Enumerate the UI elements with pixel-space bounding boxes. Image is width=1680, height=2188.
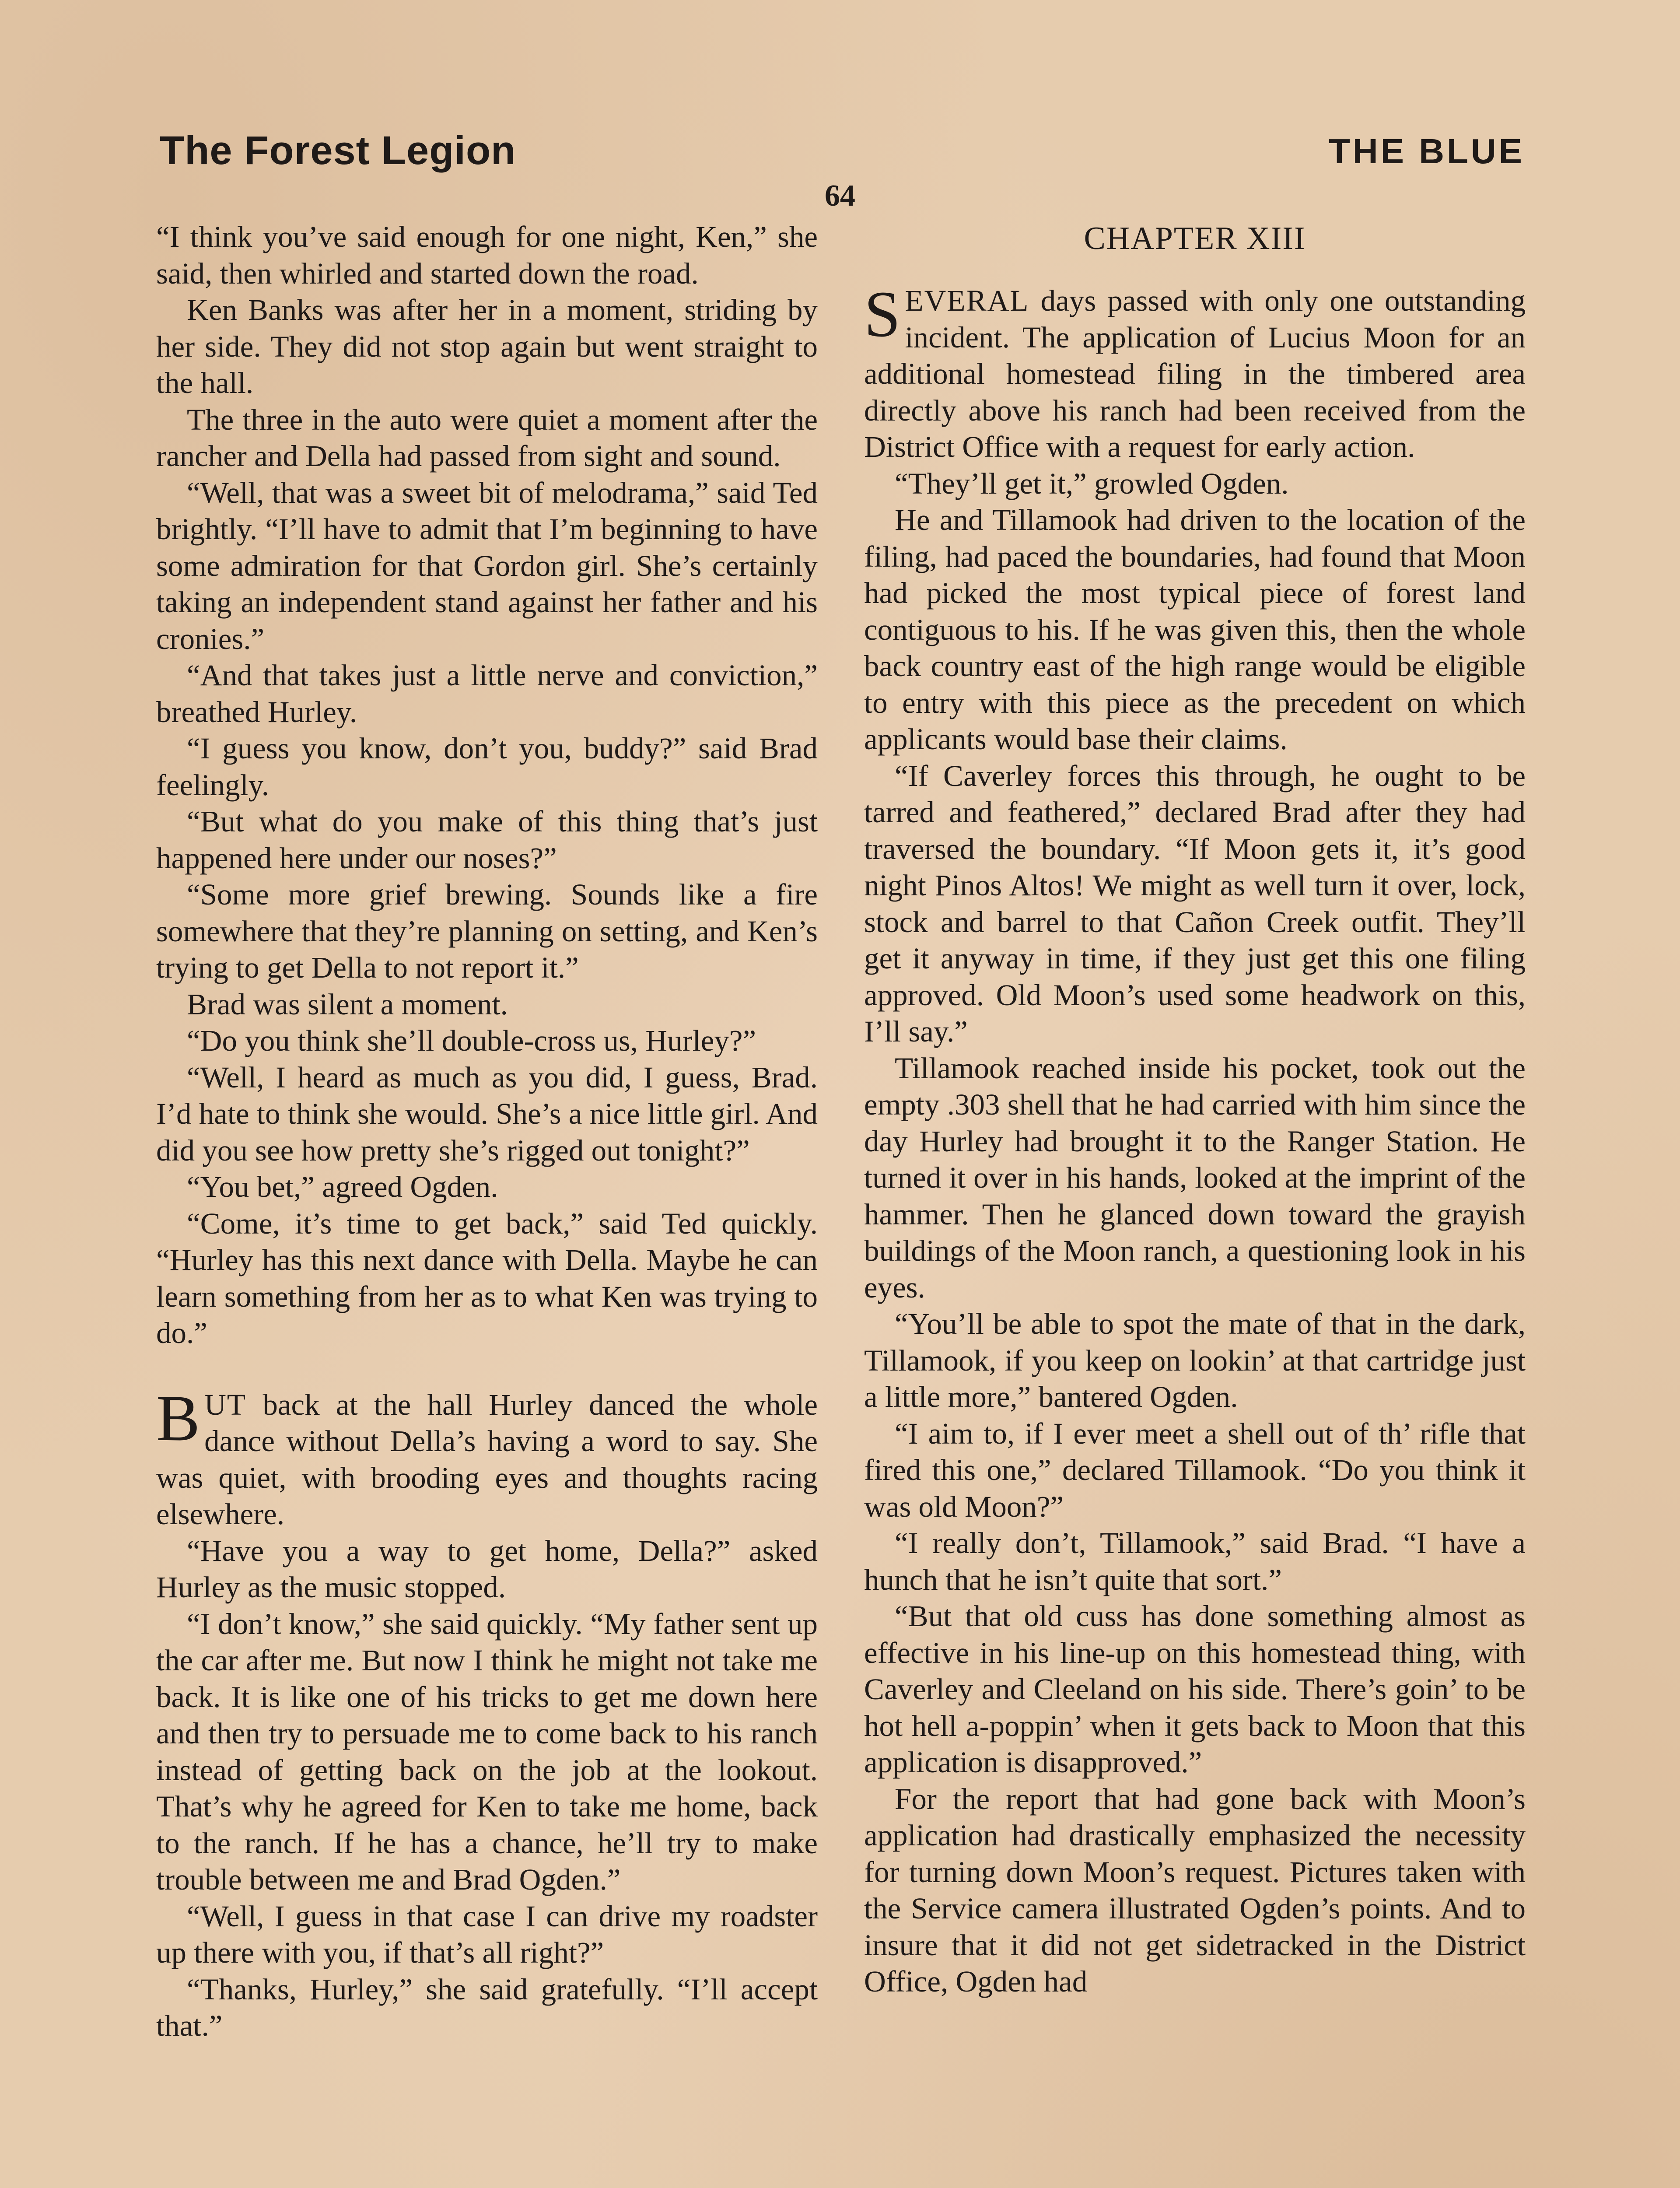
paragraph: “You’ll be able to spot the mate of that in the dark, Tillamook, if you keep on lookin’ at that cartridge just a little more,” bantered Ogden. bbox=[864, 1307, 1526, 1413]
paragraph: “I don’t know,” she said quickly. “My father sent up the car after me. But now I think he might not take me back. It is like one of his tricks to get me down here and then try to persuade me to come back to his ranch instead of getting back on the job at the lookout. That’s why he agreed for Ken to take me home, back to the ranch. If he has a chance, he’ll try to make trouble between me and Brad Ogden.” bbox=[156, 1607, 818, 1896]
chapter-opening-paragraph bbox=[864, 278, 1526, 466]
paragraph: The three in the auto were quiet a moment after the rancher and Della had passed from sight and sound. bbox=[156, 403, 818, 473]
paragraph: “Well, that was a sweet bit of melodrama,” said Ted brightly. “I’ll have to admit that I’m beginning to have some admiration for that Gordon girl. She’s certainly taking an independent stand against her father and his cronies.” bbox=[156, 476, 818, 656]
paragraph: Brad was silent a moment. bbox=[187, 987, 508, 1021]
paragraph: “I aim to, if I ever meet a shell out of th’ rifle that fired this one,” declared Tillamook. “Do you think it was old Moon?” bbox=[864, 1417, 1526, 1523]
paragraph: “If Caverley forces this through, he ought to be tarred and feathered,” declared Brad after they had traversed the boundary. “If Moon gets it, it’s good night Pinos Altos! We might as well turn it over, lock, stock and barrel to that Cañon Creek outfit. They’ll get it anyway in time, if they just get this one filing approved. Old Moon’s used some headwork on this, I’ll say.” bbox=[864, 759, 1526, 1048]
paragraph: Ken Banks was after her in a moment, striding by her side. They did not stop again but went straight to the hall. bbox=[156, 293, 818, 400]
paragraph: “Have you a way to get home, Della?” asked Hurley as the music stopped. bbox=[156, 1534, 818, 1604]
running-header-title: The Forest Legion bbox=[160, 128, 516, 173]
paragraph-body: days passed with only one outstanding incident. The application of Lucius Moon for an additional homestead filing in the timbered area directly above his ranch had been received from the District Office with a request for early action. bbox=[864, 284, 1526, 463]
chapter-heading: CHAPTER XIII bbox=[1084, 221, 1306, 256]
paragraph: “I think you’ve said enough for one night, Ken,” she said, then whirled and started down the road. bbox=[156, 220, 818, 290]
left-text-column bbox=[156, 219, 818, 2044]
paragraph: For the report that had gone back with Moon’s application had drastically emphasized the necessity for turning down Moon’s request. Pictures taken with the Service camera illustrated Ogden’s points. And to insure that it did not get sidetracked in the District Office, Ogden had bbox=[864, 1782, 1526, 1998]
paragraph: “I really don’t, Tillamook,” said Brad. “I have a hunch that he isn’t quite that sort.” bbox=[864, 1526, 1526, 1596]
running-header-magazine: THE BLUE bbox=[1329, 132, 1525, 171]
paragraph: He and Tillamook had driven to the location of the filing, had paced the boundaries, had found that Moon had picked the most typical piece of forest land contiguous to his. If he was given this, then the whole back country east of the high range would be eligible to entry with this piece as the precedent on which applicants would base their claims. bbox=[864, 503, 1526, 756]
paragraph: “You bet,” agreed Ogden. bbox=[187, 1170, 498, 1203]
paragraph: “But what do you make of this thing that’s just happened here under our noses?” bbox=[156, 805, 818, 875]
paragraph-body: back at the hall Hurley danced the whole dance without Della’s having a word to say. She was quiet, with brooding eyes and thoughts racing elsewhere. bbox=[156, 1388, 818, 1531]
paragraph: “Well, I guess in that case I can drive my roadster up there with you, if that’s all right?” bbox=[156, 1899, 818, 1969]
paragraph: “Come, it’s time to get back,” said Ted quickly. “Hurley has this next dance with Della. Maybe he can learn something from her as to what Ken was trying to do.” bbox=[156, 1206, 818, 1350]
page-number: 64 bbox=[825, 179, 855, 213]
paragraph: “Well, I heard as much as you did, I guess, Brad. I’d hate to think she would. She’s a nice little girl. And did you see how pretty she’s rigged out tonight?” bbox=[156, 1060, 818, 1167]
paragraph: “But that old cuss has done something almost as effective in his line-up on this homestead thing, with Caverley and Cleeland on his side. There’s goin’ to be hot hell a-poppin’ when it gets back to Moon that this application is disapproved.” bbox=[864, 1599, 1526, 1779]
paragraph: “Some more grief brewing. Sounds like a fire somewhere that they’re planning on setting, and Ken’s trying to get Della to not report it.” bbox=[156, 878, 818, 984]
right-text-column bbox=[864, 219, 1526, 2000]
section-break bbox=[156, 1352, 818, 1387]
paragraph: Tillamook reached inside his pocket, took out the empty .303 shell that he had carried with him since the day Hurley had brought it to the Ranger Station. He turned it over in his hands, looked at the imprint of the hammer. Then he glanced down toward the grayish buildings of the Moon ranch, a questioning look in his eyes. bbox=[864, 1051, 1526, 1304]
paragraph: “I guess you know, don’t you, buddy?” said Brad feelingly. bbox=[156, 732, 818, 802]
paragraph: “And that takes just a little nerve and conviction,” breathed Hurley. bbox=[156, 659, 818, 729]
drop-cap: S bbox=[864, 278, 901, 351]
paragraph: “Do you think she’ll double-cross us, Hurley?” bbox=[187, 1024, 756, 1057]
lead-in-word: UT bbox=[204, 1388, 247, 1421]
paragraph: “Thanks, Hurley,” she said gratefully. “I’ll accept that.” bbox=[156, 1972, 818, 2042]
section-opening-paragraph bbox=[156, 1382, 818, 1533]
lead-in-word: EVERAL bbox=[905, 284, 1029, 317]
paragraph: “They’ll get it,” growled Ogden. bbox=[895, 466, 1289, 500]
drop-cap: B bbox=[156, 1382, 200, 1455]
